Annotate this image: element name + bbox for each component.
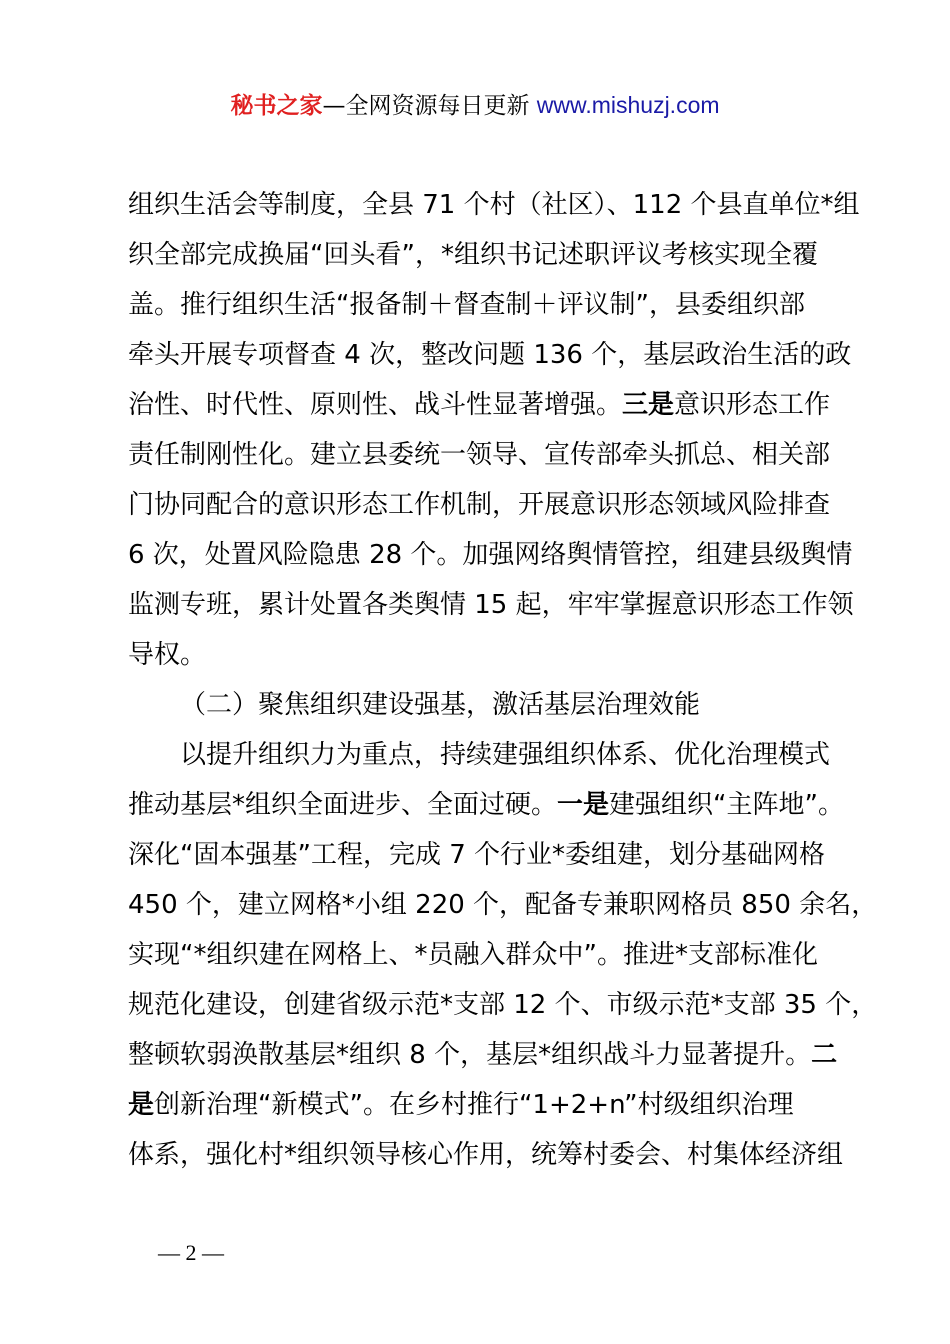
text-line-8: 6 次，处置风险隐患 28 个。加强网络舆情管控，组建县级舆情 [128, 540, 853, 570]
text-line-3: 盖。推行组织生活“报备制＋督查制＋评议制”，县委组织部 [128, 290, 805, 320]
page-number: — 2 — [158, 1240, 224, 1265]
text-segment: 意识形态工作 [674, 390, 831, 420]
bold-marker-one: 一是 [557, 790, 610, 820]
text-line-14: 深化“固本强基”工程，完成 7 个行业*委组建，划分基础网格 [128, 840, 826, 870]
text-line-16: 实现“*组织建在网格上、*员融入群众中”。推进*支部标准化 [128, 940, 818, 970]
text-line-6: 责任制刚性化。建立县委统一领导、宣传部牵头抓总、相关部 [128, 440, 831, 470]
text-segment: 创新治理“新模式”。在乡村推行“1+2+n”村级组织治理 [154, 1090, 794, 1120]
bold-marker-three: 三是 [622, 390, 675, 420]
bold-marker-two-part1: 二 [811, 1040, 838, 1070]
site-banner [0, 88, 950, 123]
text-line-2: 织全部完成换届“回头看”，*组织书记述职评议考核实现全覆 [128, 240, 818, 270]
text-segment: 治性、时代性、原则性、战斗性显著增强。 [128, 390, 623, 420]
text-line-1: 组织生活会等制度，全县 71 个村（社区）、112 个县直单位*组 [128, 190, 860, 220]
text-line-12: 以提升组织力为重点，持续建强组织体系、优化治理模式 [180, 740, 831, 770]
text-line-10: 导权。 [128, 640, 207, 670]
text-segment: 推动基层*组织全面进步、全面过硬。 [128, 790, 558, 820]
text-line-17: 规范化建设，创建省级示范*支部 12 个、市级示范*支部 35 个， [128, 990, 878, 1020]
text-segment: 整顿软弱涣散基层*组织 8 个，基层*组织战斗力显著提升。 [128, 1040, 812, 1070]
text-line-5 [128, 380, 838, 430]
bold-marker-two-part2: 是 [128, 1090, 155, 1120]
text-segment: 建强组织“主阵地”。 [609, 790, 844, 820]
banner-tagline: —全网资源每日更新 [322, 93, 537, 119]
text-line-7: 门协同配合的意识形态工作机制，开展意识形态领域风险排查 [128, 490, 831, 520]
text-line-13 [128, 780, 844, 830]
website-url[interactable]: www.mishuzj.com [536, 92, 720, 118]
text-line-19 [128, 1080, 838, 1130]
brand-name: 秘书之家 [230, 93, 323, 119]
text-line-15: 450 个，建立网格*小组 220 个，配备专兼职网格员 850 余名， [128, 890, 878, 920]
text-line-20: 体系，强化村*组织领导核心作用，统筹村委会、村集体经济组 [128, 1140, 844, 1170]
text-line-9: 监测专班，累计处置各类舆情 15 起，牢牢掌握意识形态工作领 [128, 590, 854, 620]
section-heading: （二）聚焦组织建设强基，激活基层治理效能 [180, 690, 701, 720]
text-line-18 [128, 1030, 838, 1080]
text-line-4: 牵头开展专项督查 4 次，整改问题 136 个，基层政治生活的政 [128, 340, 852, 370]
